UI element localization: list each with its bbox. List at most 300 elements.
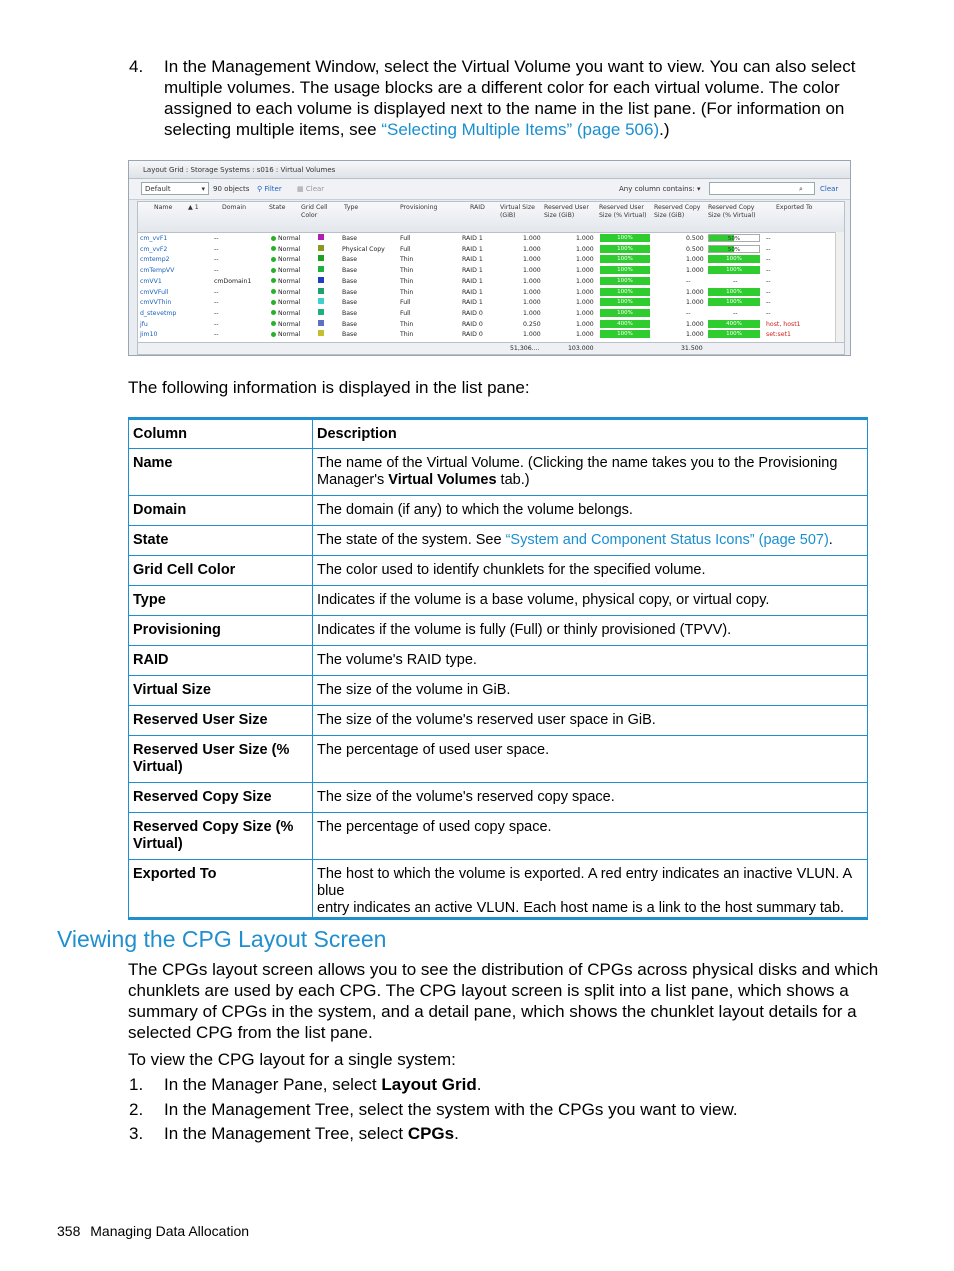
reserved-user-percent-bar: 100% — [600, 298, 650, 306]
reserved-copy-percent-bar: 100% — [708, 330, 760, 338]
column-name: Type — [133, 592, 166, 608]
description — [317, 496, 863, 519]
step-number: 1. — [129, 1075, 144, 1094]
type-cell: Base — [342, 309, 358, 317]
description-cell — [313, 860, 868, 919]
grid-row[interactable] — [138, 298, 844, 309]
reserved-copy-percent-cell: -- — [733, 309, 738, 317]
description-line — [317, 455, 863, 472]
provisioning-cell: Thin — [400, 256, 414, 264]
column-name-line: Virtual) — [133, 836, 183, 852]
description-text: The host to which the volume is exported. A red entry indicates an inactive VLUN. A blue — [317, 866, 852, 899]
column-name: Provisioning — [133, 622, 221, 638]
volume-name-link[interactable]: jfu — [140, 320, 148, 328]
description-line — [317, 592, 863, 609]
description — [317, 813, 863, 836]
reserved-copy-size-cell: 1.000 — [686, 299, 704, 307]
grid-row[interactable] — [138, 330, 844, 341]
total-reserved-copy-size: 31.500 — [681, 345, 703, 352]
reserved-copy-percent-bar: 50% — [708, 234, 760, 242]
status-normal-icon — [271, 257, 276, 262]
description-cell — [313, 783, 868, 813]
description-line — [317, 502, 863, 519]
description-cell — [313, 449, 868, 496]
step-text-plain: . — [454, 1124, 459, 1143]
step-number: 3. — [129, 1124, 144, 1143]
description-cell — [313, 646, 868, 676]
description-line — [317, 819, 863, 836]
header-column-label: Column — [133, 426, 187, 442]
grid-cell-color-swatch — [318, 266, 324, 272]
domain-cell: -- — [214, 309, 219, 317]
step-4-line-4: selecting multiple items, see “Selecting Multiple Items” (page 506).) — [164, 120, 670, 139]
grid-row[interactable] — [138, 309, 844, 320]
state-cell: Normal — [271, 245, 300, 256]
description-cell — [313, 676, 868, 706]
grid-header-cell[interactable]: Reserved Copy Size (GiB) — [654, 204, 701, 219]
grid-row[interactable] — [138, 320, 844, 331]
description-line — [317, 866, 863, 900]
grid-header-cell[interactable]: RAID — [470, 204, 485, 211]
grid-header-cell[interactable]: Grid Cell Color — [301, 204, 328, 219]
volume-name-link[interactable]: cmVVFull — [140, 288, 169, 296]
reserved-user-percent-bar: 100% — [600, 288, 650, 296]
view-select[interactable]: Default ▾ — [141, 182, 209, 195]
exported-to-cell: -- — [766, 235, 771, 242]
description-line: entry indicates an active VLUN. Each host name is a link to the host summary tab. — [317, 900, 845, 916]
column-name: Reserved User Size — [133, 712, 268, 728]
domain-cell: -- — [214, 299, 219, 307]
column-name-cell — [129, 449, 313, 496]
grid-header-cell[interactable]: Reserved Copy Size (% Virtual) — [708, 204, 756, 219]
volume-name-link[interactable]: cmVV1 — [140, 277, 162, 285]
column-name-cell — [129, 496, 313, 526]
reserved-copy-size-cell: 1.000 — [686, 320, 704, 328]
description-text: The state of the system. See — [317, 532, 506, 548]
filter-icon: ⚲ — [257, 185, 263, 193]
state-cell: Normal — [271, 309, 300, 320]
state-cell: Normal — [271, 298, 300, 309]
exported-to-cell: -- — [766, 309, 771, 317]
grid-cell-color-swatch — [318, 255, 324, 261]
grid-header-cell[interactable]: State — [269, 204, 286, 211]
table-row — [129, 813, 868, 860]
section-paragraph-line: The CPGs layout screen allows you to see the distribution of CPGs across physical disks and which — [128, 960, 879, 979]
description-text: The size of the volume's reserved copy space. — [317, 789, 615, 805]
state-cell: Normal — [271, 255, 300, 266]
grid-cell-color-swatch — [318, 288, 324, 294]
chapter-title: Managing Data Allocation — [90, 1223, 250, 1239]
reserved-user-size-cell: 1.000 — [576, 288, 594, 296]
grid-toolbar — [129, 179, 850, 200]
type-cell: Base — [342, 320, 358, 328]
type-cell: Base — [342, 277, 358, 285]
grid-row[interactable] — [138, 266, 844, 277]
header-description — [313, 419, 868, 449]
reserved-user-percent-bar: 100% — [600, 330, 650, 338]
reserved-user-percent-bar: 100% — [600, 309, 650, 317]
reserved-copy-percent-bar: 50% — [708, 245, 760, 253]
volume-name-link[interactable]: cm_vvF1 — [140, 235, 168, 242]
grid-header-cell[interactable]: Virtual Size (GiB) — [500, 204, 535, 219]
description-line — [317, 562, 863, 579]
reserved-copy-size-cell: -- — [686, 309, 691, 317]
exported-to-cell[interactable]: set:set1 — [766, 331, 791, 339]
exported-to-cell: -- — [766, 288, 771, 296]
reserved-copy-percent-bar: 400% — [708, 320, 760, 328]
domain-cell: -- — [214, 267, 219, 275]
grid-header-cell[interactable]: Reserved User Size (% Virtual) — [599, 204, 647, 219]
provisioning-cell: Full — [400, 309, 411, 317]
step-4-line-1: In the Management Window, select the Virtual Volume you want to view. You can also select — [164, 57, 856, 76]
status-normal-icon — [271, 321, 276, 326]
reserved-copy-percent-cell: -- — [733, 277, 738, 285]
table-row — [129, 646, 868, 676]
grid-row[interactable] — [138, 277, 844, 288]
virtual-size-cell: 1.000 — [523, 299, 541, 307]
reserved-user-size-cell: 1.000 — [576, 245, 594, 253]
status-icons-link[interactable]: “System and Component Status Icons” (page 507) — [505, 532, 829, 548]
column-name: Name — [133, 455, 173, 471]
grid-cell-color-swatch — [318, 298, 324, 304]
description — [317, 556, 863, 579]
volume-name-link[interactable]: Jim10 — [140, 331, 158, 339]
status-normal-icon — [271, 310, 276, 315]
table-row — [129, 736, 868, 783]
grid-row[interactable] — [138, 234, 844, 245]
virtual-size-cell: 1.000 — [523, 277, 541, 285]
step-text-bold: CPGs — [407, 1124, 455, 1143]
description-line — [317, 789, 863, 806]
column-dropdown-icon[interactable]: ▾ — [697, 185, 701, 193]
status-normal-icon — [271, 289, 276, 294]
description-text: Indicates if the volume is fully (Full) or thinly provisioned (TPVV). — [317, 622, 732, 638]
description-text: The name of the Virtual Volume. (Clicking the name takes you to the Provisioning — [317, 455, 838, 471]
exported-to-cell: -- — [766, 256, 771, 264]
state-cell: Normal — [271, 330, 300, 341]
reserved-copy-percent-bar: 100% — [708, 255, 760, 263]
total-reserved-user-size: 103.000 — [568, 345, 594, 352]
reserved-user-size-cell: 1.000 — [576, 256, 594, 264]
grid-cell-color-swatch — [318, 309, 324, 315]
domain-cell: -- — [214, 288, 219, 296]
grid-header-cell[interactable]: Domain — [222, 204, 247, 211]
section-heading: Viewing the CPG Layout Screen — [57, 926, 387, 952]
step-text-plain: In the Management Tree, select the system with the CPGs you want to view. — [164, 1100, 738, 1119]
step-4-line-3: assigned to each volume is displayed next to the name in the list pane. (For information on — [164, 99, 845, 118]
description-text: The color used to identify chunklets for the specified volume. — [317, 562, 706, 578]
grid-row[interactable] — [138, 288, 844, 299]
grid-cell-color-swatch — [318, 234, 324, 240]
description-text: The size of the volume in GiB. — [317, 682, 511, 698]
volume-name-link[interactable]: d_stevetmp — [140, 309, 177, 317]
raid-cell: RAID 1 — [462, 288, 483, 296]
reserved-user-percent-bar: 400% — [600, 320, 650, 328]
exported-to-cell: -- — [766, 267, 771, 275]
description-line — [317, 682, 863, 699]
filter-button[interactable]: ⚲ Filter — [257, 185, 282, 193]
description-text: The percentage of used copy space. — [317, 819, 552, 835]
domain-cell: -- — [214, 331, 219, 339]
type-cell: Base — [342, 331, 358, 339]
description-line — [317, 472, 863, 489]
step-text-plain: In the Management Tree, select — [164, 1124, 408, 1143]
reserved-user-size-cell: 1.000 — [576, 299, 594, 307]
description-line — [317, 532, 863, 549]
column-name-cell — [129, 586, 313, 616]
domain-cell: -- — [214, 235, 219, 242]
search-icon[interactable]: ⌕ — [799, 185, 803, 193]
table-header-row — [129, 419, 868, 449]
description-cell — [313, 586, 868, 616]
column-name-cell — [129, 860, 313, 919]
section-paragraph — [128, 959, 888, 1043]
grid-totals — [138, 342, 844, 354]
table-row — [129, 676, 868, 706]
page-number: 358 — [57, 1223, 81, 1239]
description-cell — [313, 706, 868, 736]
column-name-cell — [129, 813, 313, 860]
clear-filter-button[interactable]: ▦ Clear — [297, 185, 325, 193]
description-line — [317, 622, 863, 639]
raid-cell: RAID 0 — [462, 309, 483, 317]
virtual-size-cell: 1.000 — [523, 309, 541, 317]
description — [317, 586, 863, 609]
reserved-copy-size-cell: 1.000 — [686, 288, 704, 296]
raid-cell: RAID 0 — [462, 320, 483, 328]
column-name-cell — [129, 616, 313, 646]
grid-row[interactable] — [138, 245, 844, 256]
column-name: Virtual Size — [133, 682, 211, 698]
provisioning-cell: Thin — [400, 277, 414, 285]
window-title: Layout Grid : Storage Systems : s016 : Virtual Volumes — [129, 161, 850, 179]
reserved-copy-size-cell: 1.000 — [686, 256, 704, 264]
reserved-user-percent-bar: 100% — [600, 234, 650, 242]
description-cell — [313, 526, 868, 556]
grid-header-cell[interactable]: Reserved User Size (GiB) — [544, 204, 589, 219]
state-cell: Normal — [271, 234, 300, 245]
reserved-user-size-cell: 1.000 — [576, 331, 594, 339]
raid-cell: RAID 1 — [462, 299, 483, 307]
domain-cell: -- — [214, 320, 219, 328]
layout-grid-screenshot — [128, 160, 851, 356]
total-virtual-size: 51,306.... — [510, 345, 540, 352]
description-text: Manager's — [317, 472, 389, 488]
grid-cell-color-swatch — [318, 330, 324, 336]
column-name-cell — [129, 646, 313, 676]
column-name-line: Virtual) — [133, 759, 183, 775]
column-name: Domain — [133, 502, 187, 518]
step-text — [164, 1123, 459, 1144]
description-text: The percentage of used user space. — [317, 742, 550, 758]
state-cell: Normal — [271, 266, 300, 277]
grid-row[interactable] — [138, 255, 844, 266]
description — [317, 860, 863, 917]
description-cell — [313, 556, 868, 586]
column-name — [133, 813, 308, 853]
step-number: 4. — [129, 57, 144, 76]
virtual-size-cell: 0.250 — [523, 320, 541, 328]
clear-search-link[interactable]: Clear — [820, 185, 839, 193]
reserved-copy-percent-bar: 100% — [708, 288, 760, 296]
grid-cell-color-swatch — [318, 277, 324, 283]
domain-cell: cmDomain1 — [214, 277, 252, 285]
description-text: Indicates if the volume is a base volume, physical copy, or virtual copy. — [317, 592, 770, 608]
section-paragraph-line: summary of CPGs in the system, and a detail pane, which shows the chunklet layout details for a — [128, 1002, 857, 1021]
grid-header-cell[interactable]: Provisioning — [400, 204, 438, 211]
description — [317, 706, 863, 729]
objects-count: 90 objects — [213, 185, 250, 193]
raid-cell: RAID 1 — [462, 256, 483, 264]
virtual-size-cell: 1.000 — [523, 235, 541, 242]
description-cell — [313, 736, 868, 783]
step-4-line-2: multiple volumes. The usage blocks are a different color for each virtual volume. The color — [164, 78, 840, 97]
description — [317, 526, 863, 549]
volume-name-link[interactable]: cm_vvF2 — [140, 245, 168, 253]
description-text: The volume's RAID type. — [317, 652, 477, 668]
reserved-user-size-cell: 1.000 — [576, 267, 594, 275]
provisioning-cell: Full — [400, 245, 411, 253]
type-cell: Base — [342, 235, 358, 242]
reserved-user-size-cell: 1.000 — [576, 277, 594, 285]
reserved-user-percent-bar: 100% — [600, 277, 650, 285]
grid-header — [138, 202, 844, 233]
provisioning-cell: Full — [400, 299, 411, 307]
status-normal-icon — [271, 236, 276, 241]
provisioning-cell: Thin — [400, 320, 414, 328]
column-name-line: Reserved Copy Size (% — [133, 819, 294, 835]
provisioning-cell: Thin — [400, 267, 414, 275]
reserved-copy-percent-bar: 100% — [708, 266, 760, 274]
volume-name-link[interactable]: cmTempVV — [140, 267, 175, 275]
state-cell: Normal — [271, 288, 300, 299]
description-line — [317, 742, 863, 759]
type-cell: Base — [342, 256, 358, 264]
reserved-copy-size-cell: -- — [686, 277, 691, 285]
raid-cell: RAID 0 — [462, 331, 483, 339]
volume-name-link[interactable]: cmVVThin — [140, 299, 172, 307]
status-normal-icon — [271, 278, 276, 283]
provisioning-cell: Full — [400, 235, 411, 242]
step-text-bold: Layout Grid — [381, 1075, 477, 1094]
step-text — [164, 1099, 738, 1120]
column-name: State — [133, 532, 169, 548]
header-description-label: Description — [317, 426, 397, 442]
raid-cell: RAID 1 — [462, 235, 483, 242]
column-name: Exported To — [133, 866, 217, 882]
reserved-user-percent-bar: 100% — [600, 266, 650, 274]
column-name: RAID — [133, 652, 169, 668]
type-cell: Base — [342, 267, 358, 275]
header-column — [129, 419, 313, 449]
description — [317, 616, 863, 639]
reserved-user-size-cell: 1.000 — [576, 235, 594, 242]
reserved-copy-size-cell: 1.000 — [686, 267, 704, 275]
column-name-cell — [129, 556, 313, 586]
to-view-intro: To view the CPG layout for a single system: — [128, 1050, 456, 1069]
virtual-size-cell: 1.000 — [523, 331, 541, 339]
virtual-size-cell: 1.000 — [523, 245, 541, 253]
reserved-user-size-cell: 1.000 — [576, 309, 594, 317]
column-name-cell — [129, 676, 313, 706]
description-line — [317, 652, 863, 669]
sort-ascending-icon: ▲ 1 — [188, 204, 199, 211]
table-row — [129, 526, 868, 556]
raid-cell: RAID 1 — [462, 277, 483, 285]
description-cell — [313, 813, 868, 860]
grid-header-cell[interactable]: Exported To — [776, 204, 813, 211]
reserved-user-percent-bar: 100% — [600, 255, 650, 263]
exported-to-cell: -- — [766, 245, 771, 253]
step-text-plain: In the Manager Pane, select — [164, 1075, 382, 1094]
column-name-cell — [129, 706, 313, 736]
reserved-copy-size-cell: 0.500 — [686, 245, 704, 253]
section-paragraph-line: selected CPG from the list pane. — [128, 1023, 373, 1042]
section-paragraph-line: chunklets are used by each CPG. The CPG layout screen is split into a list pane, which shows a — [128, 981, 849, 1000]
virtual-size-cell: 1.000 — [523, 288, 541, 296]
status-normal-icon — [271, 300, 276, 305]
column-name-cell — [129, 736, 313, 783]
domain-cell: -- — [214, 256, 219, 264]
column-name-line: Reserved User Size (% — [133, 742, 290, 758]
description — [317, 783, 863, 806]
clear-icon: ▦ — [297, 185, 304, 193]
description-text: The domain (if any) to which the volume belongs. — [317, 502, 633, 518]
grid-cell-color-swatch — [318, 245, 324, 251]
table-row — [129, 496, 868, 526]
type-cell: Physical Copy — [342, 245, 385, 253]
table-row — [129, 860, 868, 919]
column-name: Grid Cell Color — [133, 562, 236, 578]
grid-cell-color-swatch — [318, 320, 324, 326]
list-pane-intro: The following information is displayed in the list pane: — [128, 378, 530, 397]
state-cell: Normal — [271, 320, 300, 331]
exported-to-cell: -- — [766, 277, 771, 285]
reserved-copy-size-cell: 1.000 — [686, 331, 704, 339]
grid-header-cell[interactable]: Type — [344, 204, 359, 211]
exported-to-cell: -- — [766, 299, 771, 307]
status-normal-icon — [271, 332, 276, 337]
column-name-cell — [129, 783, 313, 813]
type-cell: Base — [342, 288, 358, 296]
vertical-scrollbar[interactable] — [835, 232, 844, 343]
description-cell — [313, 616, 868, 646]
description-text: The size of the volume's reserved user space in GiB. — [317, 712, 656, 728]
virtual-volumes-grid — [137, 201, 845, 355]
column-name-cell — [129, 526, 313, 556]
status-normal-icon — [271, 268, 276, 273]
step-number: 2. — [129, 1100, 144, 1119]
virtual-size-cell: 1.000 — [523, 267, 541, 275]
table-row — [129, 616, 868, 646]
exported-to-cell[interactable]: host, host1 — [766, 320, 801, 328]
grid-header-cell[interactable]: Name — [154, 204, 173, 211]
description-line — [317, 712, 863, 729]
description — [317, 646, 863, 669]
step-text — [164, 1074, 482, 1095]
table-row — [129, 783, 868, 813]
virtual-size-cell: 1.000 — [523, 256, 541, 264]
volume-name-link[interactable]: cmtemp2 — [140, 256, 170, 264]
domain-cell: -- — [214, 245, 219, 253]
step-text-plain: . — [476, 1075, 482, 1094]
provisioning-cell: Thin — [400, 288, 414, 296]
reserved-user-size-cell: 1.000 — [576, 320, 594, 328]
description-text: tab.) — [496, 472, 530, 488]
column-description-table — [128, 417, 868, 920]
selecting-multiple-items-link[interactable]: “Selecting Multiple Items” (page 506) — [381, 120, 660, 139]
reserved-user-percent-bar: 100% — [600, 245, 650, 253]
